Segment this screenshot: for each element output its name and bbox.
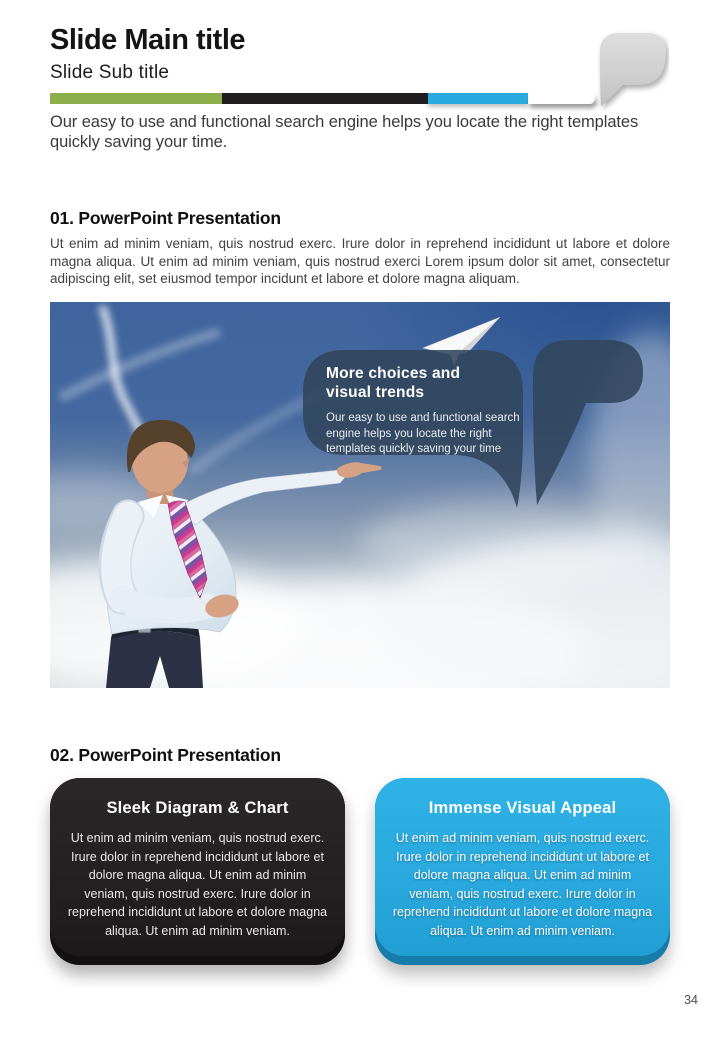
hero-photo — [50, 302, 670, 688]
card-inner — [50, 778, 345, 956]
section1-body: Ut enim ad minim veniam, quis nostrud exerc. Irure dolor in reprehend incididunt ut labore et dolore magna aliqua. Ut enim ad minim veniam, quis nostrud exerci Lorem ipsum dolor sit amet, consectetur adipiscing elit, set eiusmod tempor incidunt et labore et dolore magna aliquam. — [50, 236, 670, 286]
cards-row — [50, 778, 670, 965]
bar-segment-green — [50, 93, 222, 104]
contrail — [60, 306, 340, 472]
page-subtitle: Slide Sub title — [50, 62, 170, 83]
card-body: Ut enim ad minim veniam, quis nostrud exerc. Irure dolor in reprehend incididunt ut labore et dolore magna aliqua. Ut enim ad minim veniam, quis nostrud exerc. Irure dolor in reprehend incididunt ut labore et dolore magna aliqua. Ut enim ad minim veniam. — [67, 831, 328, 938]
page-title: Slide Main title — [50, 24, 246, 56]
page-number: 34 — [684, 993, 698, 1007]
bar-segment-blue — [428, 93, 528, 104]
accent-color-bar — [50, 93, 595, 104]
card-title: Sleek Diagram & Chart — [106, 799, 289, 817]
speech-bubble-icon — [597, 30, 669, 112]
section2-heading: 02. PowerPoint Presentation — [50, 745, 281, 765]
section1-heading: 01. PowerPoint Presentation — [50, 208, 281, 228]
caption-title: More choices and visual trends — [326, 365, 461, 401]
photo-caption — [326, 364, 536, 458]
bar-segment-black — [222, 93, 428, 104]
card-inner — [375, 778, 670, 956]
bar-segment-white — [528, 93, 595, 104]
card-title: Immense Visual Appeal — [428, 799, 617, 817]
card-sleek-diagram — [50, 778, 345, 965]
card-visual-appeal — [375, 778, 670, 965]
caption-body: Our easy to use and functional search engine helps you locate the right templates quickly saving your time — [326, 412, 520, 455]
photo-illustration — [50, 302, 670, 688]
card-body: Ut enim ad minim veniam, quis nostrud exerc. Irure dolor in reprehend incididunt ut labore et dolore magna aliqua. Ut enim ad minim veniam, quis nostrud exerc. Irure dolor in reprehend incididunt ut labore et dolore magna aliqua. Ut enim ad minim veniam. — [392, 831, 653, 938]
intro-text: Our easy to use and functional search engine helps you locate the right templates quickly saving your time. — [50, 113, 639, 151]
